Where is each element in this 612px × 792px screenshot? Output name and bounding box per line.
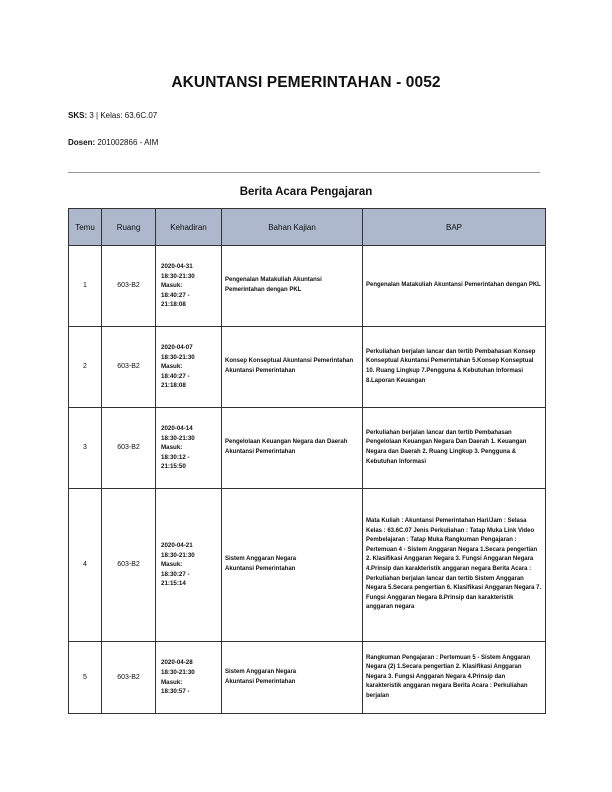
cell-bahan-kajian: Pengenalan Matakuliah Akuntansi Pemerintahan dengan PKL [222, 246, 363, 327]
header-temu: Temu [69, 209, 102, 246]
cell-ruang: 603-B2 [102, 327, 156, 408]
cell-kehadiran: 2020-04-07 18:30-21:30 Masuk: 18:40:27 - 21:18:08 [156, 327, 222, 408]
table-row [69, 327, 546, 408]
cell-bahan-kajian: Sistem Anggaran Negara Akuntansi Pemerintahan [222, 489, 363, 642]
cell-bahan-kajian: Sistem Anggaran Negara Akuntansi Pemerintahan [222, 642, 363, 714]
bap-table [68, 208, 546, 714]
sks-value: 3 | Kelas: 63.6C.07 [89, 111, 158, 120]
cell-temu: 4 [69, 489, 102, 642]
header-bahan-kajian: Bahan Kajian [222, 209, 363, 246]
cell-kehadiran: 2020-04-31 18:30-21:30 Masuk: 18:40:27 - 21:18:08 [156, 246, 222, 327]
cell-ruang: 603-B2 [102, 408, 156, 489]
section-title: Berita Acara Pengajaran [239, 186, 373, 198]
divider [68, 172, 540, 173]
table-row [69, 246, 546, 327]
cell-ruang: 603-B2 [102, 489, 156, 642]
header-ruang: Ruang [102, 209, 156, 246]
table-row [69, 642, 546, 714]
sks-info [68, 111, 157, 120]
dosen-value: 201002866 - AIM [97, 138, 159, 147]
dosen-info [68, 138, 158, 147]
cell-ruang: 603-B2 [102, 642, 156, 714]
cell-temu: 1 [69, 246, 102, 327]
header-kehadiran: Kehadiran [156, 209, 222, 246]
document-title: AKUNTANSI PEMERINTAHAN - 0052 [171, 74, 441, 91]
cell-kehadiran: 2020-04-28 18:30-21:30 Masuk: 18:30:57 - [156, 642, 222, 714]
table-header-row [69, 209, 546, 246]
cell-temu: 2 [69, 327, 102, 408]
sks-label: SKS: [68, 111, 88, 120]
dosen-label: Dosen: [68, 138, 96, 147]
cell-bap: Rangkuman Pengajaran : Pertemuan 5 - Sistem Anggaran Negara (2) 1.Secara pengertian 2. Klasifikasi Anggaran Negara 3. Fungsi Anggaran Negara 4.Prinsip dan karakteristik anggaran negara Berita Acara : Perkuliahan berjalan [363, 642, 546, 714]
cell-temu: 5 [69, 642, 102, 714]
cell-bap: Mata Kuliah : Akuntansi Pemerintahan Hari/Jam : Selasa Kelas : 63.6C.07 Jenis Perkuliahan : Tatap Muka Link Video Pembelajaran : Tatap Muka Rangkuman Pengajaran : Pertemuan 4 - Sistem Anggaran Negara 1.Secara pengertian 2. Klasifikasi Anggaran Negara 3. Fungsi Anggaran Negara 4.Prinsip dan karakteristik anggaran negara Berita Acara : Perkuliahan berjalan lancar dan tertib Sistem Anggaran Negara 5.Secara pengertian 6. Klasifikasi Anggaran Negara 7. Fungsi Anggaran Negara 8.Prinsip dan karakteristik anggaran negara [363, 489, 546, 642]
header-bap: BAP [363, 209, 546, 246]
cell-kehadiran: 2020-04-21 18:30-21:30 Masuk: 18:30:27 - 21:15:14 [156, 489, 222, 642]
cell-temu: 3 [69, 408, 102, 489]
cell-bap: Perkuliahan berjalan lancar dan tertib Pembahasan Pengelolaan Keuangan Negara Dan Daerah 1. Keuangan Negara dan Daerah 2. Ruang Lingkup 3. Pengguna & Kebutuhan Informasi [363, 408, 546, 489]
cell-kehadiran: 2020-04-14 18:30-21:30 Masuk: 18:30:12 - 21:15:50 [156, 408, 222, 489]
table-row [69, 489, 546, 642]
cell-bap: Pengenalan Matakuliah Akuntansi Pemerintahan dengan PKL [363, 246, 546, 327]
cell-ruang: 603-B2 [102, 246, 156, 327]
cell-bahan-kajian: Konsep Konseptual Akuntansi Pemerintahan Akuntansi Pemerintahan [222, 327, 363, 408]
table-row [69, 408, 546, 489]
cell-bahan-kajian: Pengelolaan Keuangan Negara dan Daerah Akuntansi Pemerintahan [222, 408, 363, 489]
cell-bap: Perkuliahan berjalan lancar dan tertib Pembahasan Konsep Konseptual Akuntansi Pemerintahan 5.Konsep Konseptual 10. Ruang Lingkup 7.Pengguna & Kebutuhan Informasi 8.Laporan Keuangan [363, 327, 546, 408]
